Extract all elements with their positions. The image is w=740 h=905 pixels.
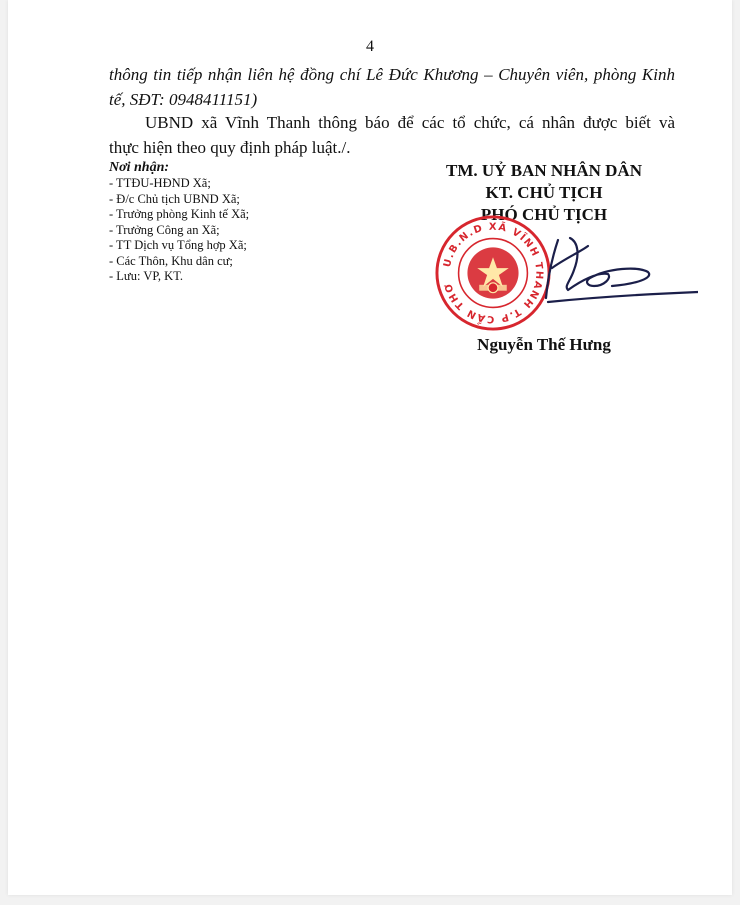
recipient-item: - Trưởng phòng Kinh tế Xã; <box>109 207 250 221</box>
contact-info-paragraph <box>109 62 675 112</box>
recipients-list <box>109 176 249 285</box>
document-page <box>8 0 732 895</box>
svg-text:U.B.N.D XÃ VĨNH THANH T.P CẦN: U.B.N.D XÃ VĨNH THANH T.P CẦN THƠ <box>442 221 545 325</box>
closing-line-1: UBND xã Vĩnh Thanh thông báo để các tổ chức, cá nhân được biết và <box>145 113 675 132</box>
contact-info-line-1: thông tin tiếp nhận liên hệ đồng chí Lê Đức Khương – Chuyên viên, phòng Kinh <box>109 65 675 84</box>
closing-line-2: thực hiện theo quy định pháp luật./. <box>109 138 351 157</box>
recipient-item: - Trưởng Công an Xã; <box>109 222 220 237</box>
recipient-item: - TTĐU-HĐND Xã; <box>109 176 211 190</box>
signer-name: Nguyễn Thế Hưng <box>477 335 611 354</box>
handwritten-signature-icon <box>508 228 698 318</box>
closing-paragraph <box>109 110 675 160</box>
signature-title-2: KT. CHỦ TỊCH <box>485 183 603 202</box>
signature-title-3: PHÓ CHỦ TỊCH <box>480 205 608 224</box>
recipient-item: - TT Dịch vụ Tổng hợp Xã; <box>109 238 247 252</box>
recipient-item: - Lưu: VP, KT. <box>109 269 184 283</box>
recipient-item: - Các Thôn, Khu dân cư; <box>109 253 233 268</box>
recipient-item: - Đ/c Chủ tịch UBND Xã; <box>109 191 240 206</box>
signature-title-1: TM. UỶ BAN NHÂN DÂN <box>446 161 642 180</box>
recipients-block <box>109 160 249 285</box>
recipients-title: Nơi nhận: <box>109 160 170 175</box>
page-number: 4 <box>366 38 374 55</box>
contact-info-line-2: tế, SĐT: 0948411151) <box>109 90 258 109</box>
